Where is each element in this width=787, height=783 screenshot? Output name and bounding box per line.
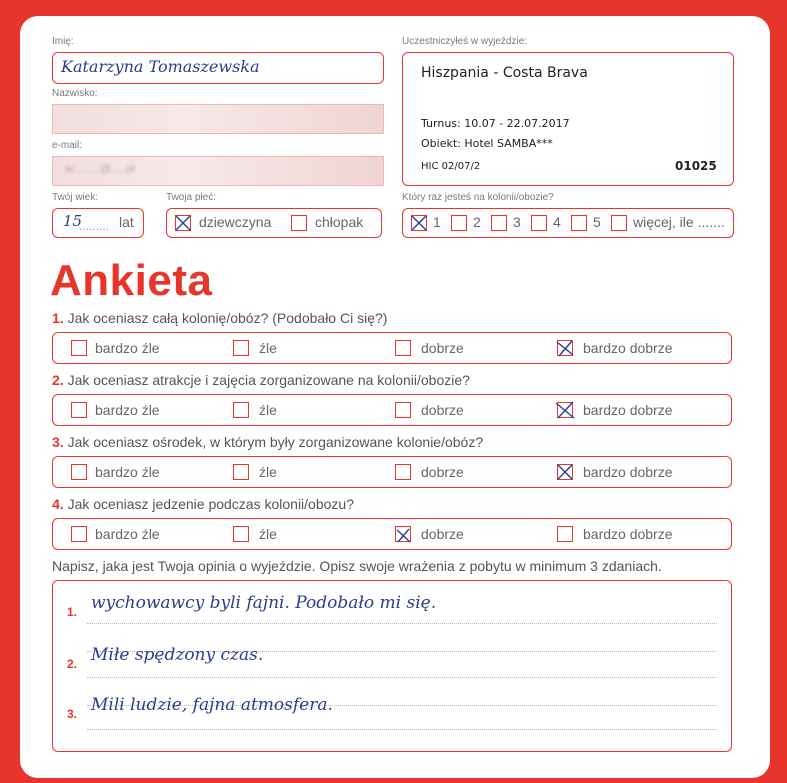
- opinion-line-1-text: wychowawcy byli fajni. Podobało mi się.: [91, 593, 437, 613]
- age-field[interactable]: 15 ......... lat: [52, 208, 144, 238]
- times-1-label: 1: [433, 214, 441, 230]
- opinion-line-1-number: 1.: [67, 605, 78, 619]
- q2-option-very-good-label: bardzo dobrze: [583, 402, 673, 418]
- last-name-field-redacted[interactable]: [52, 104, 384, 134]
- question-1: [52, 310, 387, 326]
- opinion-line-3-rule: [87, 729, 717, 730]
- q2-option-good-label: dobrze: [421, 402, 464, 418]
- question-4-text: Jak oceniasz jedzenie podczas kolonii/obozu?: [67, 496, 354, 512]
- q4-option-good-checkbox[interactable]: [395, 526, 411, 542]
- trip-number: 01025: [675, 159, 717, 173]
- opinion-line-3-number: 3.: [67, 707, 78, 721]
- question-4-options: [52, 518, 732, 550]
- q3-option-bad-label: źle: [259, 464, 277, 480]
- first-name-label: Imię:: [52, 36, 74, 47]
- opinion-line-1-rule: [87, 623, 717, 624]
- form-sheet: [20, 16, 770, 778]
- times-5-checkbox[interactable]: [571, 215, 587, 231]
- question-2: [52, 372, 470, 388]
- trip-label: Uczestniczyłeś w wyjeździe:: [402, 36, 528, 47]
- first-name-value: Katarzyna Tomaszewska: [61, 57, 260, 76]
- q4-option-good-label: dobrze: [421, 526, 464, 542]
- cross-mark-icon: [555, 400, 575, 420]
- age-label: Twój wiek:: [52, 192, 99, 203]
- times-label: Który raz jesteś na kolonii/obozie?: [402, 192, 554, 203]
- cross-mark-icon: [555, 338, 575, 358]
- cross-mark-icon: [555, 462, 575, 482]
- survey-title: Ankieta: [50, 256, 213, 305]
- email-label: e-mail:: [52, 140, 83, 151]
- opinion-line-2-rule: [87, 677, 717, 678]
- q4-option-very-good-label: bardzo dobrze: [583, 526, 673, 542]
- opinion-prompt: Napisz, jaka jest Twoja opinia o wyjeździe. Opisz swoje wrażenia z pobytu w minimum 3 zdaniach.: [52, 558, 662, 574]
- q4-option-very-bad-checkbox[interactable]: [71, 526, 87, 542]
- question-2-text: Jak oceniasz atrakcje i zajęcia zorganizowane na kolonii/obozie?: [67, 372, 470, 388]
- q1-option-good-checkbox[interactable]: [395, 340, 411, 356]
- question-2-number: 2.: [52, 372, 64, 388]
- cross-mark-icon: [409, 213, 429, 233]
- q3-option-very-good-label: bardzo dobrze: [583, 464, 673, 480]
- question-4: [52, 496, 354, 512]
- email-value-blurred: w.........@.....pl: [65, 163, 135, 175]
- age-value: 15: [63, 212, 83, 230]
- times-more-label: więcej, ile .......: [633, 214, 725, 230]
- times-3-label: 3: [513, 214, 521, 230]
- cross-mark-icon: [173, 213, 193, 233]
- q2-option-bad-checkbox[interactable]: [233, 402, 249, 418]
- q2-option-very-bad-checkbox[interactable]: [71, 402, 87, 418]
- times-5-label: 5: [593, 214, 601, 230]
- times-4-label: 4: [553, 214, 561, 230]
- gender-label: Twoja płeć:: [166, 192, 217, 203]
- gender-group: [166, 208, 382, 238]
- trip-object: Obiekt: Hotel SAMBA***: [421, 137, 553, 150]
- times-group: [402, 208, 734, 238]
- opinion-line-3-text: Mili ludzie, fajna atmosfera.: [91, 695, 333, 715]
- trip-code: HIC 02/07/2: [421, 161, 481, 172]
- trip-destination: Hiszpania - Costa Brava: [421, 65, 588, 81]
- q3-option-good-label: dobrze: [421, 464, 464, 480]
- q1-option-good-label: dobrze: [421, 340, 464, 356]
- question-3-number: 3.: [52, 434, 64, 450]
- age-unit: lat: [119, 214, 134, 230]
- opinion-box[interactable]: [52, 580, 732, 752]
- q1-option-bad-checkbox[interactable]: [233, 340, 249, 356]
- times-2-label: 2: [473, 214, 481, 230]
- first-name-field[interactable]: [52, 52, 384, 84]
- opinion-line-2-number: 2.: [67, 657, 78, 671]
- q4-option-bad-label: źle: [259, 526, 277, 542]
- q3-option-very-bad-checkbox[interactable]: [71, 464, 87, 480]
- q3-option-very-good-checkbox[interactable]: [557, 464, 573, 480]
- q4-option-bad-checkbox[interactable]: [233, 526, 249, 542]
- times-more-checkbox[interactable]: [611, 215, 627, 231]
- q2-option-very-good-checkbox[interactable]: [557, 402, 573, 418]
- question-1-number: 1.: [52, 310, 64, 326]
- last-name-label: Nazwisko:: [52, 88, 98, 99]
- trip-info-box: [402, 52, 734, 186]
- email-field-redacted[interactable]: [52, 156, 384, 186]
- gender-female-checkbox[interactable]: [175, 215, 191, 231]
- question-3-options: [52, 456, 732, 488]
- gender-female-label: dziewczyna: [199, 214, 272, 230]
- question-2-options: [52, 394, 732, 426]
- q1-option-bad-label: źle: [259, 340, 277, 356]
- q2-option-bad-label: źle: [259, 402, 277, 418]
- gender-male-checkbox[interactable]: [291, 215, 307, 231]
- question-1-text: Jak oceniasz całą kolonię/obóz? (Podobało Ci się?): [67, 310, 388, 326]
- q1-option-very-bad-label: bardzo źle: [95, 340, 160, 356]
- trip-turnus: Turnus: 10.07 - 22.07.2017: [421, 117, 570, 130]
- q4-option-very-good-checkbox[interactable]: [557, 526, 573, 542]
- times-2-checkbox[interactable]: [451, 215, 467, 231]
- question-1-options: [52, 332, 732, 364]
- opinion-line-2-text: Miłe spędzony czas.: [91, 645, 264, 665]
- q2-option-very-bad-label: bardzo źle: [95, 402, 160, 418]
- cross-mark-icon: [393, 524, 413, 544]
- q3-option-good-checkbox[interactable]: [395, 464, 411, 480]
- gender-male-label: chłopak: [315, 214, 364, 230]
- times-1-checkbox[interactable]: [411, 215, 427, 231]
- times-3-checkbox[interactable]: [491, 215, 507, 231]
- q2-option-good-checkbox[interactable]: [395, 402, 411, 418]
- q1-option-very-bad-checkbox[interactable]: [71, 340, 87, 356]
- times-4-checkbox[interactable]: [531, 215, 547, 231]
- question-3: [52, 434, 483, 450]
- q1-option-very-good-checkbox[interactable]: [557, 340, 573, 356]
- q3-option-bad-checkbox[interactable]: [233, 464, 249, 480]
- q4-option-very-bad-label: bardzo źle: [95, 526, 160, 542]
- question-4-number: 4.: [52, 496, 64, 512]
- question-3-text: Jak oceniasz ośrodek, w którym były zorganizowane kolonie/obóz?: [67, 434, 484, 450]
- q1-option-very-good-label: bardzo dobrze: [583, 340, 673, 356]
- q3-option-very-bad-label: bardzo źle: [95, 464, 160, 480]
